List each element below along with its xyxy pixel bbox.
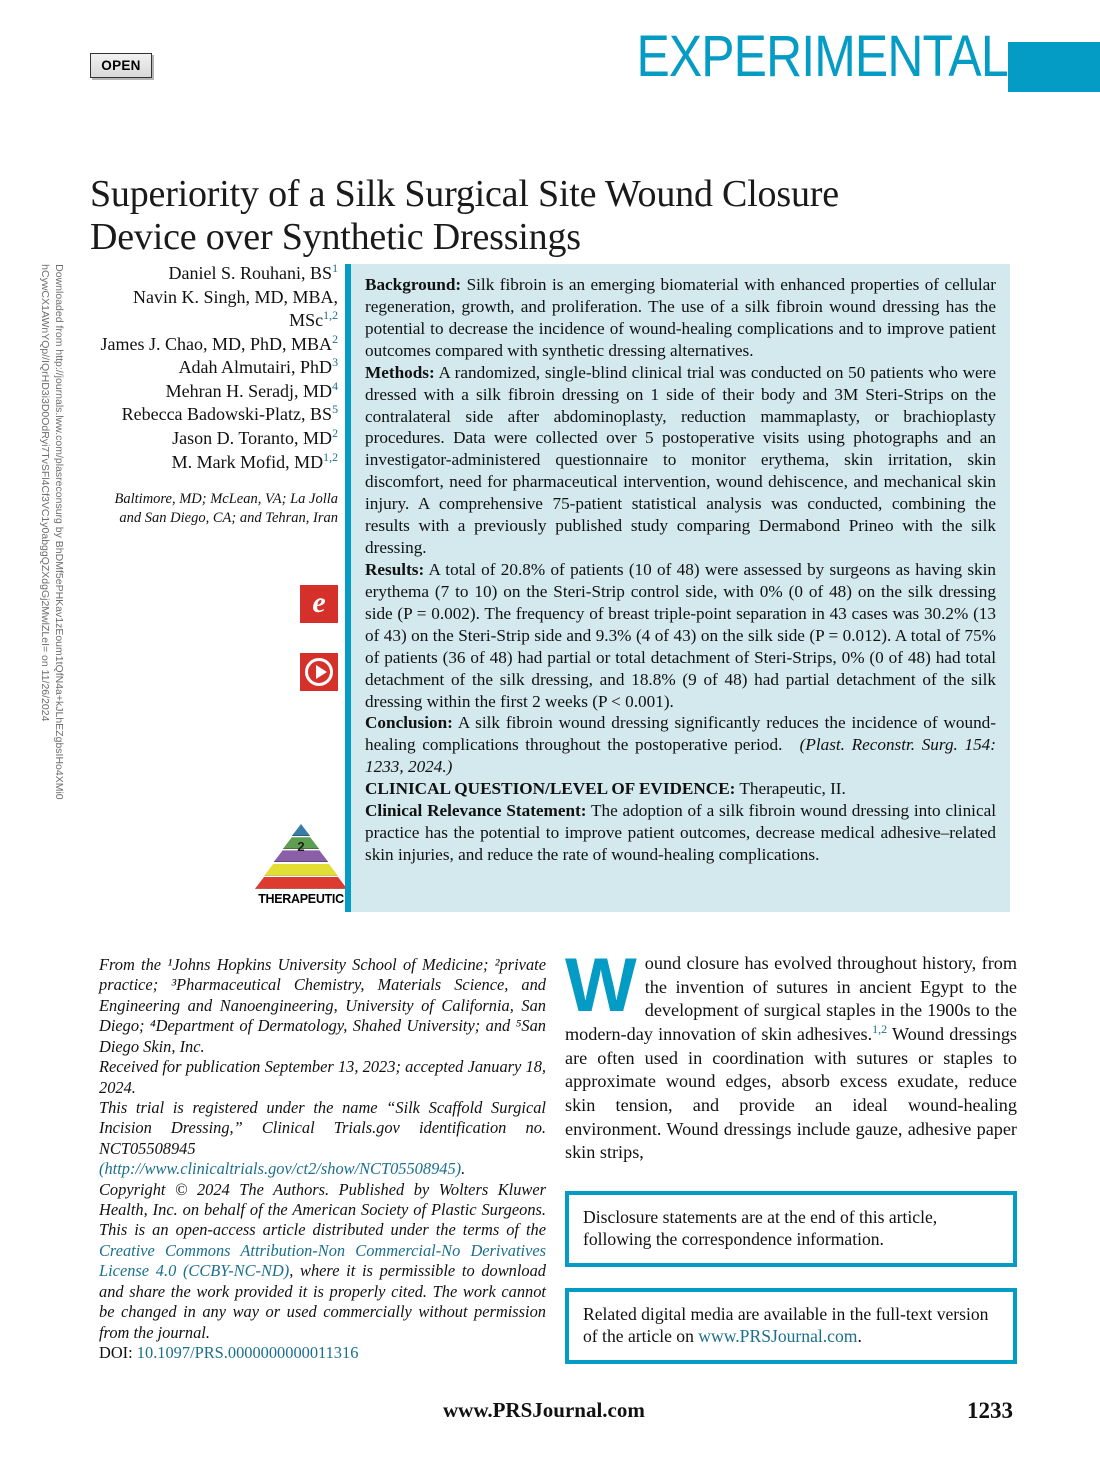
abstract-section	[365, 800, 996, 866]
affiliation-line-1: Baltimore, MD; McLean, VA; La Jolla	[114, 491, 338, 508]
open-access-badge: OPEN	[90, 53, 152, 78]
play-triangle-shape	[316, 665, 327, 679]
footnote-affiliations: From the ¹Johns Hopkins University School of Medicine; ²private practice; ³Pharmaceutical Chemistry, Materials Science, and Engineering and Nanoengineering, University of California, San Diego; ⁴Department of Dermatology, Shahed University; and ⁵San Diego Skin, Inc.	[99, 955, 546, 1056]
pyramid-layer	[264, 864, 338, 876]
citation-ref[interactable]: 1,2	[872, 1021, 888, 1036]
author-affiliation-marker: 3	[332, 355, 338, 370]
author-name-text: Jason D. Toranto, MD	[172, 428, 333, 449]
abstract-section-text: Silk fibroin is an emerging biomaterial with enhanced properties of cellular regeneration, growth, and proliferation. The use of a silk fibroin wound dressing has the potential to decrease the incidence of wound-healing complications and to improve patient outcomes compared with synthetic dressing alternatives.	[365, 275, 996, 360]
abstract-section	[365, 778, 996, 800]
author-affiliation-marker: 1,2	[323, 449, 338, 464]
abstract-section	[365, 559, 996, 712]
doi-label: DOI:	[99, 1343, 133, 1363]
evidence-e-glyph: e	[312, 585, 326, 619]
author-affiliation-cities	[80, 490, 338, 528]
abstract-citation: (Plast. Reconstr. Surg. 154: 1233, 2024.)	[365, 735, 996, 777]
author-name-text: Navin K. Singh, MD, MBA,	[132, 286, 338, 307]
abstract-section-text: Therapeutic, II.	[735, 779, 846, 799]
download-watermark: Downloaded from http://journals.lww.com/plasreconsurg by BhDMf5ePHKav1zEoum1tQfN4a+kJLhEZgbsIHo4XMi0hCywCX1AWnYQp//IQrHD3i3D0OdRyi7TvSFl4Cf3VC1y0abggQZXdgGj2MwlZLeI= on 11/26/2024	[39, 264, 66, 800]
abstract-section	[365, 712, 996, 778]
pyramid-layer	[255, 877, 347, 889]
author-name-text: Mehran H. Seradj, MD	[165, 380, 333, 401]
video-play-icon[interactable]	[300, 653, 338, 691]
related-media-text-2: .	[857, 1326, 862, 1347]
abstract-section-label: Methods:	[365, 362, 435, 382]
copyright-text-1: Copyright © 2024 The Authors. Published by Wolters Kluwer Health, Inc. on behalf of the American Society of Plastic Surgeons. This is an open-access article distributed under the terms of the	[99, 1179, 546, 1240]
author-name	[80, 286, 338, 310]
author-name-text: MSc	[289, 310, 324, 331]
pyramid-caption: THERAPEUTIC	[258, 892, 344, 906]
footnote-trial: This trial is registered under the name “Silk Scaffold Surgical Incision Dressing,” Clinical Trials.gov identification no. NCT05508945 (http://www.clinicaltrials.gov/ct2/show/NCT05508945).	[99, 1097, 546, 1179]
author-name-text: Adah Almutairi, PhD	[178, 357, 333, 378]
footnote-column	[99, 955, 546, 1363]
author-name	[80, 356, 338, 380]
footer-page-number: 1233	[967, 1398, 1013, 1423]
clinicaltrials-link[interactable]: (http://www.clinicaltrials.gov/ct2/show/NCT05508945)	[99, 1159, 462, 1179]
author-block	[80, 262, 338, 528]
drop-cap: W	[565, 943, 637, 1028]
author-name	[80, 262, 338, 286]
related-media-note-box	[565, 1288, 1017, 1364]
doi-line	[99, 1343, 546, 1363]
abstract-section-text: A silk fibroin wound dressing significantly reduces the incidence of wound-healing complications throughout the postoperative period.	[365, 713, 996, 755]
title-line-2: Device over Synthetic Dressings	[90, 216, 581, 258]
abstract-section	[365, 274, 996, 362]
abstract-section-text: A total of 20.8% of patients (10 of 48) were assessed by surgeons as having skin erythema (7 to 10) on the Steri-Strip control side, with 0% (0 of 48) on the silk dressing side (P = 0.002). The frequency of breast triple-point separation in 43 cases was 30.2% (13 of 43) on the Steri-Strip side and 9.3% (4 of 43) on the silk side (P = 0.012). A total of 75% of patients (36 of 48) had partial or total detachment of Steri-Strips, 0% (0 of 48) had total detachment of the silk dressing, and 18.8% (9 of 48) had partial detachment of the silk dressing within the first 2 weeks (P < 0.001).	[365, 559, 996, 711]
abstract-section-label: CLINICAL QUESTION/LEVEL OF EVIDENCE:	[365, 779, 736, 799]
related-media-text-1: Related digital media are available in the full-text version of the article on	[583, 1303, 989, 1347]
author-name	[80, 403, 338, 427]
pyramid-level-number: 2	[297, 839, 305, 854]
abstract-section	[365, 362, 996, 559]
prsjournal-link[interactable]: www.PRSJournal.com	[698, 1326, 858, 1347]
author-name	[80, 309, 338, 333]
body-column	[565, 943, 1017, 1364]
author-list	[80, 262, 338, 474]
author-name	[80, 380, 338, 404]
author-affiliation-marker: 1,2	[323, 308, 338, 323]
author-affiliation-marker: 5	[332, 402, 338, 417]
abstract-section-label: Background:	[365, 275, 462, 294]
evidence-e-icon[interactable]	[300, 585, 338, 623]
pyramid-graphic	[255, 824, 347, 890]
pyramid-layer	[292, 824, 310, 836]
disclosure-note-box	[565, 1191, 1017, 1267]
disclosure-note-text: Disclosure statements are at the end of this article, following the correspondence information.	[583, 1206, 938, 1250]
abstract-section-label: Clinical Relevance Statement:	[365, 801, 587, 821]
abstract-section-text: The adoption of a silk fibroin wound dressing into clinical practice has the potential to improve patient outcomes, decrease medical adhesive–related skin injuries, and reduce the rate of wound-healing complications.	[365, 801, 996, 864]
page-footer	[0, 1398, 1100, 1432]
page-title	[90, 173, 1030, 258]
copyright-text-2: , where it is permissible to download and share the work provided it is properly cited. The work cannot be changed in any way or used commercially without permission from the journal.	[99, 1261, 547, 1342]
page-header	[0, 0, 1100, 118]
intro-text-1: ound closure has evolved throughout history, from the invention of sutures in ancient Egypt to the development of surgical staples in the 1900s to the modern-day innovation of skin adhesives.	[565, 953, 1017, 1044]
author-affiliation-marker: 1	[332, 261, 338, 275]
author-name	[80, 451, 338, 475]
author-name	[80, 427, 338, 451]
footer-journal-url[interactable]: www.PRSJournal.com	[443, 1398, 645, 1422]
evidence-level-pyramid	[252, 824, 350, 906]
footnote-copyright	[99, 1180, 546, 1343]
affiliation-line-2: and San Diego, CA; and Tehran, Iran	[119, 510, 338, 527]
abstract-section-label: Conclusion:	[365, 713, 453, 733]
section-label: EXPERIMENTAL	[636, 24, 1008, 89]
abstract-box	[351, 264, 1010, 912]
title-line-1: Superiority of a Silk Surgical Site Wound Closure	[90, 173, 839, 216]
author-name	[80, 333, 338, 357]
author-name-text: Daniel S. Rouhani, BS	[168, 263, 333, 283]
author-name-text: James J. Chao, MD, PhD, MBA	[100, 333, 333, 354]
footnote-trial-text: This trial is registered under the name “Silk Scaffold Surgical Incision Dressing,” Clinical Trials.gov identification no. NCT05508945	[99, 1097, 546, 1158]
author-affiliation-marker: 4	[332, 378, 338, 393]
intro-paragraph	[565, 943, 1017, 1165]
header-accent-block	[1008, 42, 1100, 92]
abstract-section-label: Results:	[365, 559, 425, 579]
intro-text-2: Wound dressings are often used in coordination with sutures or staples to approximate wound edges, absorb excess exudate, reduce skin tension, and provide an ideal wound-healing environment. Wound dressings include gauze, adhesive paper skin strips,	[565, 1023, 1017, 1163]
side-icon-column	[300, 585, 346, 721]
footnote-received: Received for publication September 13, 2023; accepted January 18, 2024.	[99, 1057, 546, 1097]
abstract-section-text: A randomized, single-blind clinical trial was conducted on 50 patients who were dressed with a silk fibroin dressing on 1 side of their body and 3M Steri-Strips on the contralateral side after abdominoplasty, reduction mammaplasty, or brachioplasty procedures. Data were collected over 5 postoperative visits using photographs and an investigator-administered questionnaire to monitor erythema, skin irritation, skin discomfort, need for pharmaceutical intervention, wound dehiscence, and mechanical skin injury. A comprehensive 75-patient statistical analysis was conducted, combining the results with a previously published study comparing Dermabond Prineo with the silk dressing.	[365, 362, 996, 558]
author-affiliation-marker: 2	[332, 426, 338, 441]
play-circle-shape	[305, 658, 333, 686]
doi-value[interactable]: 10.1097/PRS.0000000000011316	[136, 1343, 359, 1363]
license-link[interactable]: Creative Commons Attribution-Non Commercial-No Derivatives License 4.0 (CCBY-NC-ND)	[99, 1240, 546, 1281]
author-affiliation-marker: 2	[332, 331, 338, 346]
author-name-text: Rebecca Badowski-Platz, BS	[121, 404, 333, 425]
author-name-text: M. Mark Mofid, MD	[171, 451, 324, 472]
